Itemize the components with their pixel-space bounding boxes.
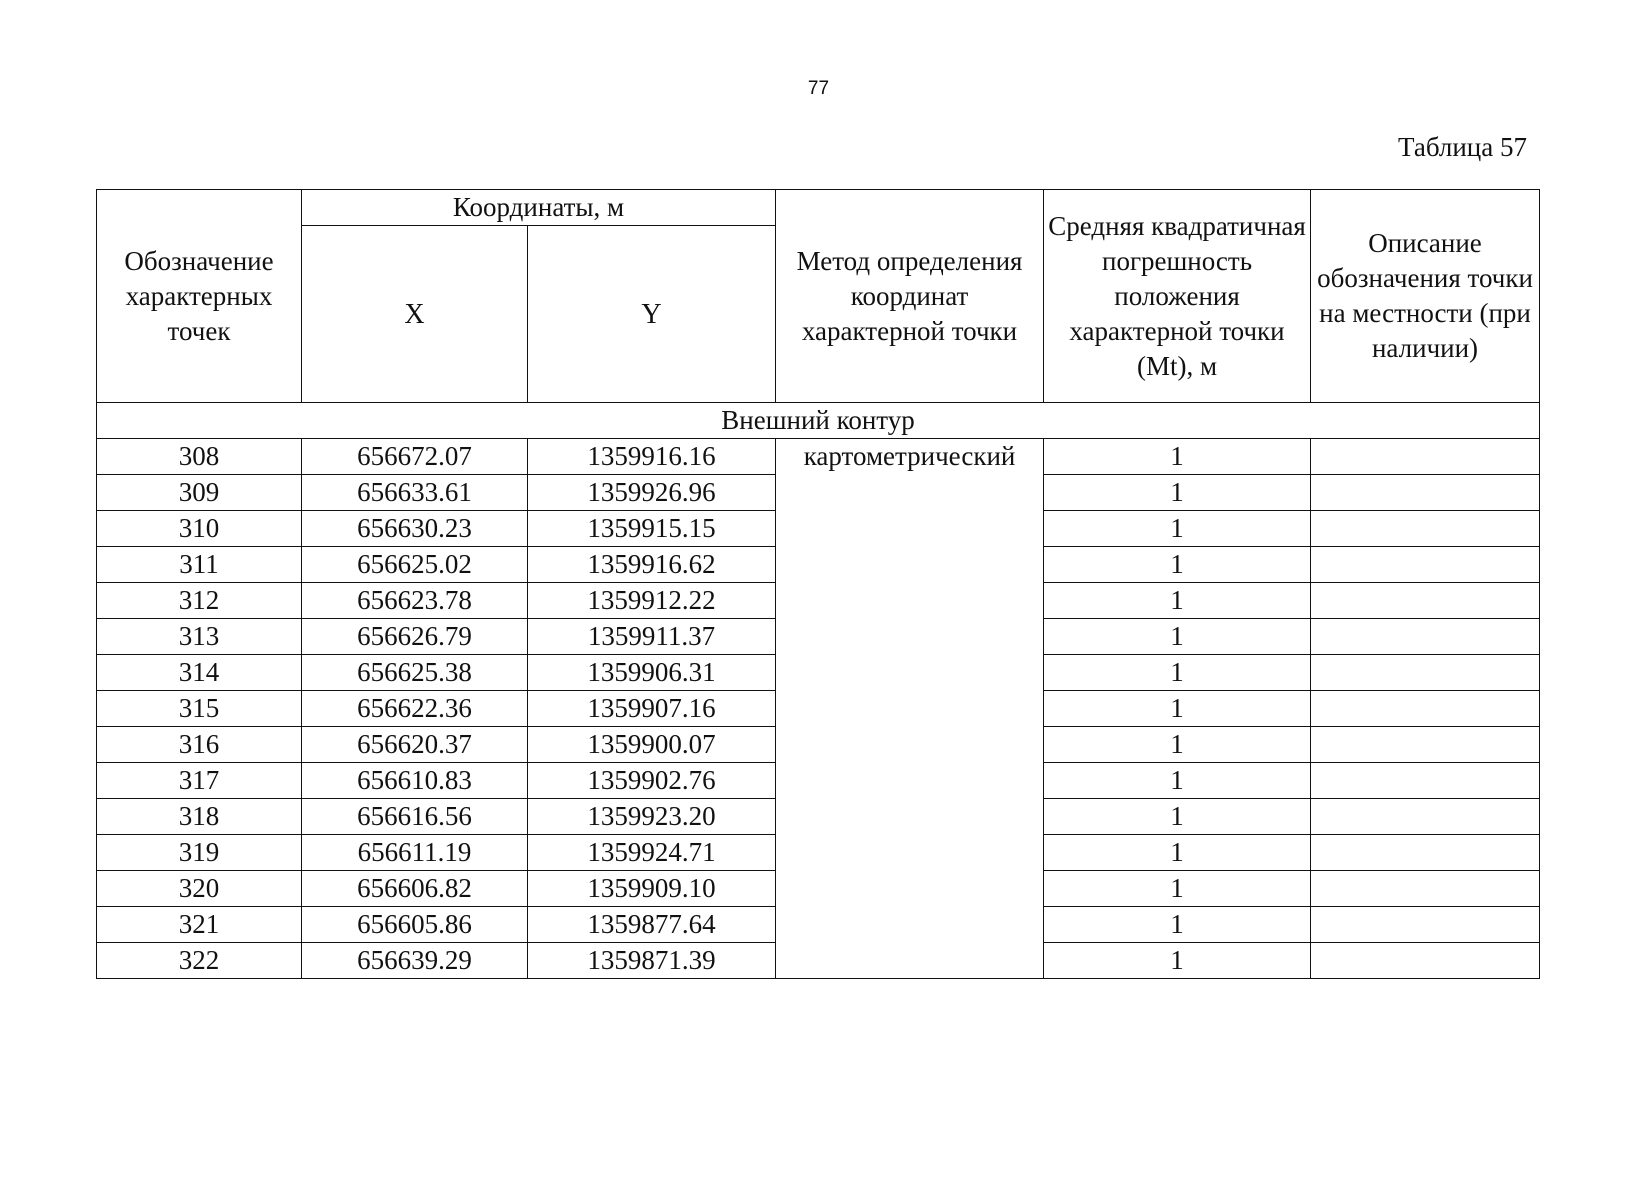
section-row xyxy=(97,403,1540,439)
header-row-top xyxy=(97,190,1540,226)
accuracy-cell: 1 xyxy=(1044,763,1311,799)
y-coordinate-cell: 1359907.16 xyxy=(528,691,776,727)
accuracy-cell: 1 xyxy=(1044,619,1311,655)
x-coordinate-cell: 656616.56 xyxy=(302,799,528,835)
accuracy-cell: 1 xyxy=(1044,655,1311,691)
section-title: Внешний контур xyxy=(97,403,1540,439)
accuracy-cell: 1 xyxy=(1044,799,1311,835)
accuracy-cell: 1 xyxy=(1044,871,1311,907)
x-coordinate-cell: 656611.19 xyxy=(302,835,528,871)
accuracy-cell: 1 xyxy=(1044,691,1311,727)
point-id-cell: 320 xyxy=(97,871,302,907)
header-coordinates: Координаты, м xyxy=(302,190,776,226)
x-coordinate-cell: 656672.07 xyxy=(302,439,528,475)
accuracy-cell: 1 xyxy=(1044,439,1311,475)
description-cell xyxy=(1311,835,1540,871)
y-coordinate-cell: 1359915.15 xyxy=(528,511,776,547)
description-cell xyxy=(1311,691,1540,727)
method-cell: картометрический xyxy=(776,439,1044,979)
description-cell xyxy=(1311,511,1540,547)
accuracy-cell: 1 xyxy=(1044,727,1311,763)
description-cell xyxy=(1311,799,1540,835)
y-coordinate-cell: 1359900.07 xyxy=(528,727,776,763)
x-coordinate-cell: 656626.79 xyxy=(302,619,528,655)
point-id-cell: 322 xyxy=(97,943,302,979)
y-coordinate-cell: 1359926.96 xyxy=(528,475,776,511)
y-coordinate-cell: 1359877.64 xyxy=(528,907,776,943)
y-coordinate-cell: 1359916.16 xyxy=(528,439,776,475)
table-header xyxy=(97,190,1540,403)
table-body xyxy=(97,403,1540,979)
x-coordinate-cell: 656606.82 xyxy=(302,871,528,907)
description-cell xyxy=(1311,763,1540,799)
x-coordinate-cell: 656605.86 xyxy=(302,907,528,943)
x-coordinate-cell: 656639.29 xyxy=(302,943,528,979)
description-cell xyxy=(1311,439,1540,475)
accuracy-cell: 1 xyxy=(1044,547,1311,583)
point-id-cell: 319 xyxy=(97,835,302,871)
x-coordinate-cell: 656633.61 xyxy=(302,475,528,511)
x-coordinate-cell: 656625.02 xyxy=(302,547,528,583)
point-id-cell: 317 xyxy=(97,763,302,799)
y-coordinate-cell: 1359916.62 xyxy=(528,547,776,583)
point-id-cell: 321 xyxy=(97,907,302,943)
point-id-cell: 316 xyxy=(97,727,302,763)
point-id-cell: 312 xyxy=(97,583,302,619)
accuracy-cell: 1 xyxy=(1044,835,1311,871)
point-id-cell: 308 xyxy=(97,439,302,475)
x-coordinate-cell: 656622.36 xyxy=(302,691,528,727)
point-id-cell: 314 xyxy=(97,655,302,691)
accuracy-cell: 1 xyxy=(1044,907,1311,943)
y-coordinate-cell: 1359906.31 xyxy=(528,655,776,691)
x-coordinate-cell: 656625.38 xyxy=(302,655,528,691)
header-description: Описание обозначения точки на местности (при наличии) xyxy=(1311,190,1540,403)
table-row xyxy=(97,439,1540,475)
description-cell xyxy=(1311,583,1540,619)
table-caption: Таблица 57 xyxy=(1398,132,1527,162)
accuracy-cell: 1 xyxy=(1044,583,1311,619)
y-coordinate-cell: 1359924.71 xyxy=(528,835,776,871)
accuracy-cell: 1 xyxy=(1044,511,1311,547)
y-coordinate-cell: 1359923.20 xyxy=(528,799,776,835)
page-number: 77 xyxy=(807,78,830,99)
point-id-cell: 309 xyxy=(97,475,302,511)
accuracy-cell: 1 xyxy=(1044,943,1311,979)
x-coordinate-cell: 656610.83 xyxy=(302,763,528,799)
x-coordinate-cell: 656630.23 xyxy=(302,511,528,547)
header-accuracy: Средняя квадратичная погрешность положения характерной точки (Mt), м xyxy=(1044,190,1311,403)
header-point-designation: Обозначение характерных точек xyxy=(97,190,302,403)
description-cell xyxy=(1311,727,1540,763)
x-coordinate-cell: 656620.37 xyxy=(302,727,528,763)
x-coordinate-cell: 656623.78 xyxy=(302,583,528,619)
description-cell xyxy=(1311,475,1540,511)
y-coordinate-cell: 1359909.10 xyxy=(528,871,776,907)
header-x: X xyxy=(302,226,528,403)
y-coordinate-cell: 1359911.37 xyxy=(528,619,776,655)
y-coordinate-cell: 1359871.39 xyxy=(528,943,776,979)
description-cell xyxy=(1311,871,1540,907)
point-id-cell: 311 xyxy=(97,547,302,583)
description-cell xyxy=(1311,547,1540,583)
header-y: Y xyxy=(528,226,776,403)
description-cell xyxy=(1311,655,1540,691)
point-id-cell: 318 xyxy=(97,799,302,835)
description-cell xyxy=(1311,907,1540,943)
point-id-cell: 310 xyxy=(97,511,302,547)
coordinates-table xyxy=(96,189,1540,979)
header-method: Метод определения координат характерной точки xyxy=(776,190,1044,403)
description-cell xyxy=(1311,943,1540,979)
point-id-cell: 315 xyxy=(97,691,302,727)
y-coordinate-cell: 1359902.76 xyxy=(528,763,776,799)
y-coordinate-cell: 1359912.22 xyxy=(528,583,776,619)
description-cell xyxy=(1311,619,1540,655)
accuracy-cell: 1 xyxy=(1044,475,1311,511)
point-id-cell: 313 xyxy=(97,619,302,655)
